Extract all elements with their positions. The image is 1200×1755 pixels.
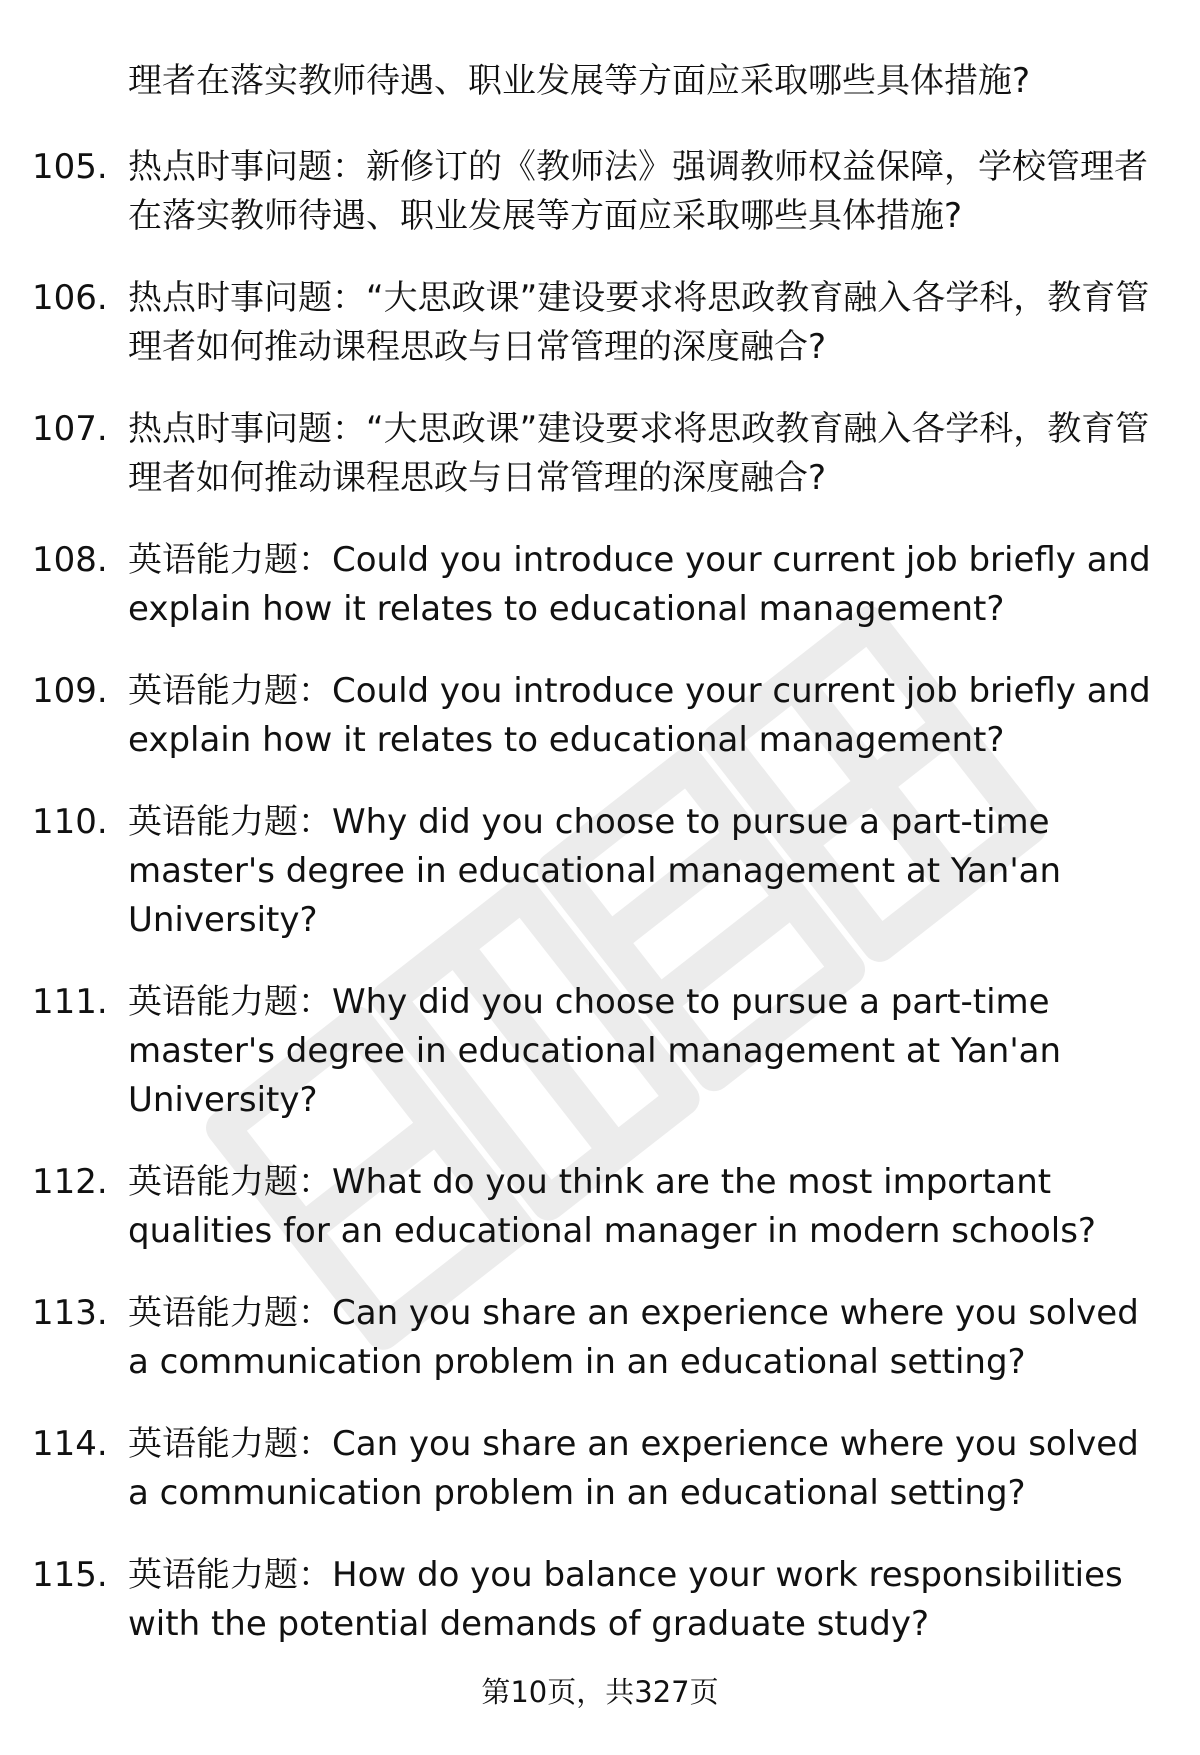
question-text: 英语能力题：How do you balance your work responsibilities with the potential demands of graduate study? <box>128 1555 1123 1644</box>
question-number: 107. <box>32 409 108 449</box>
question-number: 106. <box>32 278 108 318</box>
question-number: 108. <box>32 540 108 580</box>
question-text: 英语能力题：Why did you choose to pursue a part-time master's degree in educational management at Yan'an University? <box>128 982 1062 1120</box>
question-text: 英语能力题：What do you think are the most important qualities for an educational manager in modern schools? <box>128 1162 1096 1251</box>
question-text: 热点时事问题：新修订的《教师法》强调教师权益保障，学校管理者在落实教师待遇、职业发展等方面应采取哪些具体措施? <box>128 147 1148 236</box>
question-number: 113. <box>32 1293 108 1333</box>
question-text: 英语能力题：Can you share an experience where you solved a communication problem in an educational setting? <box>128 1293 1139 1382</box>
question-number: 109. <box>32 671 108 711</box>
question-number: 112. <box>32 1162 108 1202</box>
question-text: 英语能力题：Can you share an experience where you solved a communication problem in an educational setting? <box>128 1424 1139 1513</box>
question-number: 105. <box>32 147 108 187</box>
watermark-logo-icon <box>170 520 1070 1420</box>
page-footer: 第10页，共327页 <box>481 1675 719 1709</box>
question-text: 热点时事问题：“大思政课”建设要求将思政教育融入各学科，教育管理者如何推动课程思政与日常管理的深度融合? <box>128 278 1150 367</box>
question-text: 英语能力题：Could you introduce your current job briefly and explain how it relates to educational management? <box>128 671 1151 760</box>
question-text: 英语能力题：Could you introduce your current job briefly and explain how it relates to educational management? <box>128 540 1151 629</box>
question-number: 114. <box>32 1424 108 1464</box>
question-number: 115. <box>32 1555 108 1595</box>
question-text: 热点时事问题：“大思政课”建设要求将思政教育融入各学科，教育管理者如何推动课程思政与日常管理的深度融合? <box>128 409 1150 498</box>
question-text: 英语能力题：Why did you choose to pursue a part-time master's degree in educational management at Yan'an University? <box>128 802 1062 940</box>
question-text: 理者在落实教师待遇、职业发展等方面应采取哪些具体措施? <box>128 61 1031 101</box>
question-number: 110. <box>32 802 108 842</box>
question-number: 111. <box>32 982 108 1022</box>
